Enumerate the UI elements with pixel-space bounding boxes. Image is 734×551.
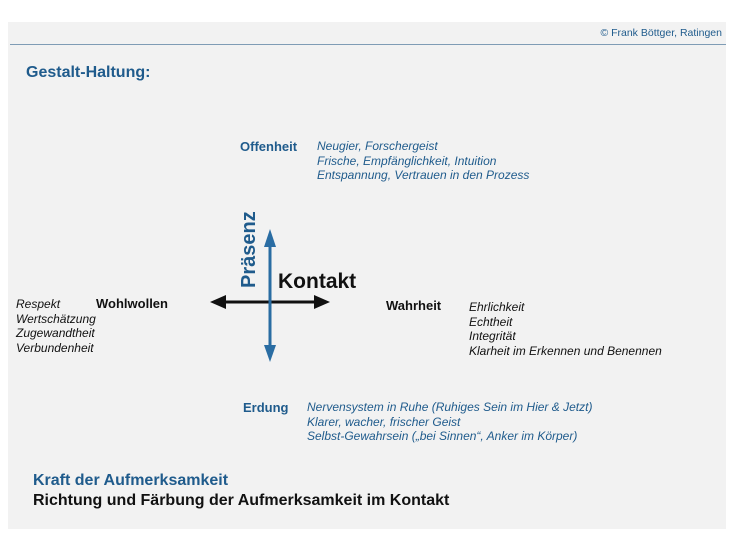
footer-subtitle: Richtung und Färbung der Aufmerksamkeit im Kontakt: [33, 492, 450, 509]
left-item: Respekt: [16, 297, 61, 311]
kontakt-label: Kontakt: [278, 270, 357, 293]
left-item: Verbundenheit: [16, 340, 94, 355]
left-label: Wohlwollen: [96, 296, 168, 311]
left-item: Zugewandtheit: [16, 326, 95, 340]
top-item: Entspannung, Vertrauen in den Prozess: [317, 168, 530, 182]
footer-title: Kraft der Aufmerksamkeit: [33, 472, 229, 489]
right-label: Wahrheit: [386, 298, 442, 313]
page-title: Gestalt-Haltung:: [26, 64, 151, 81]
bottom-item: Klarer, wacher, frischer Geist: [307, 414, 461, 429]
top-item: Neugier, Forschergeist: [317, 139, 438, 153]
down-arrow-head: [264, 345, 276, 362]
right-item: Klarheit im Erkennen und Benennen: [469, 343, 662, 358]
bottom-item: Selbst-Gewahrsein („bei Sinnen“, Anker im Körper): [307, 429, 578, 443]
bottom-item: Nervensystem in Ruhe (Ruhiges Sein im Hier & Jetzt): [307, 400, 593, 414]
left-item: Wertschätzung: [16, 311, 96, 326]
right-arrow-head: [314, 295, 330, 309]
praesenz-label: Präsenz: [238, 211, 260, 288]
top-label: Offenheit: [240, 139, 298, 154]
bottom-label: Erdung: [243, 400, 289, 415]
right-item: Echtheit: [469, 314, 513, 329]
copyright: © Frank Böttger, Ratingen: [600, 27, 722, 39]
top-item: Frische, Empfänglichkeit, Intuition: [317, 153, 497, 168]
right-item: Ehrlichkeit: [469, 300, 525, 314]
right-item: Integrität: [469, 329, 516, 343]
up-arrow-head: [264, 229, 276, 247]
left-arrow-head: [210, 295, 226, 309]
